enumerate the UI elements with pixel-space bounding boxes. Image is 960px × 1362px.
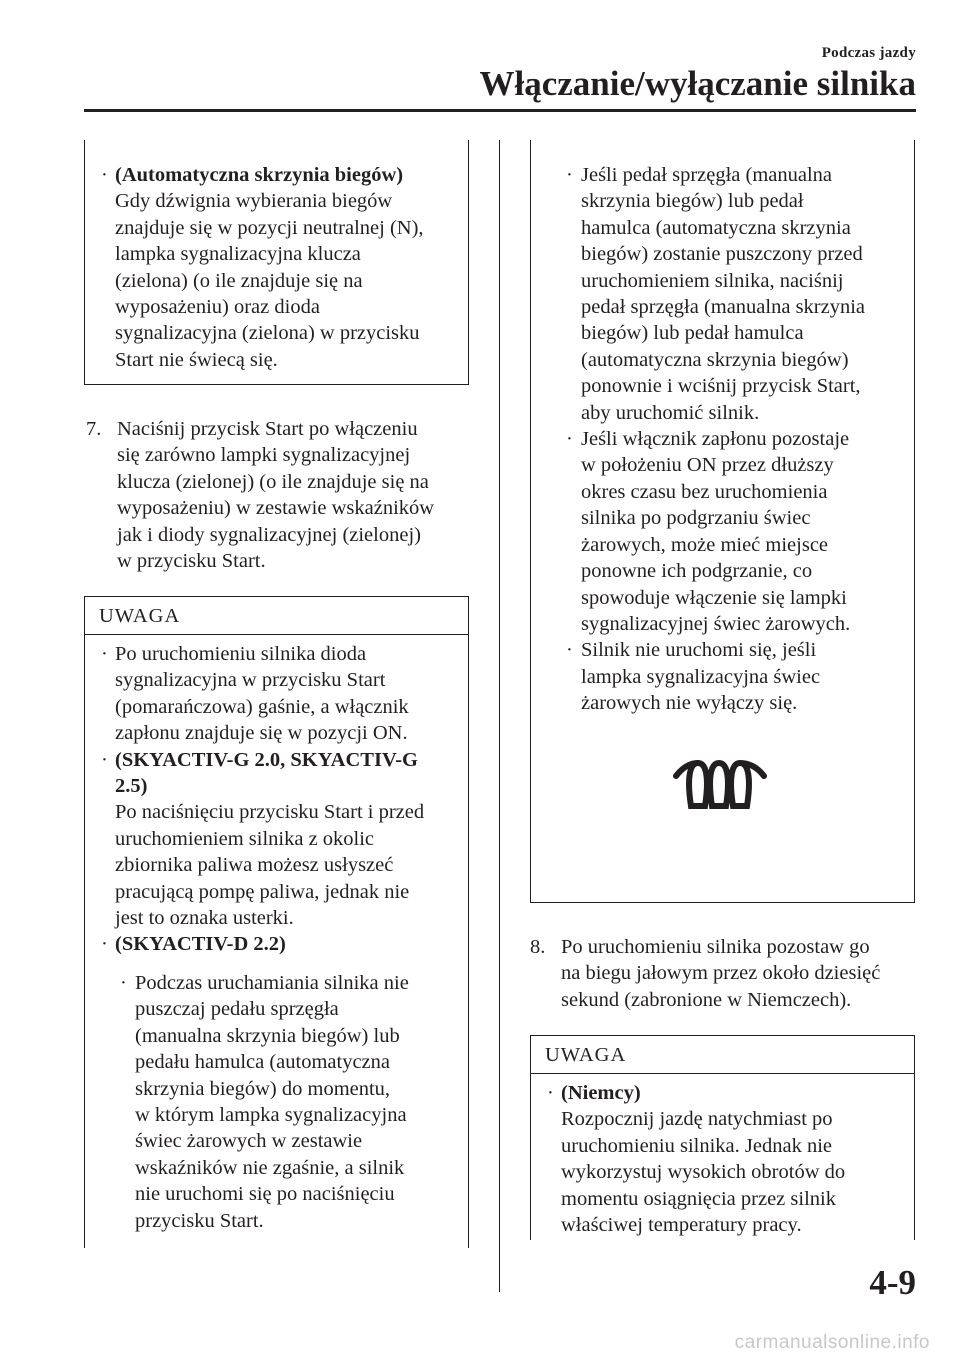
page-title: Włączanie/wyłączanie silnika	[479, 64, 916, 103]
text-line: spowoduje włączenie się lampki	[581, 586, 847, 609]
text-line: uruchomieniem silnika z okolic	[115, 827, 375, 850]
bullet-dot: ·	[101, 164, 108, 186]
bullet-text	[115, 641, 468, 747]
bullet-heading	[115, 747, 468, 800]
bullet-dot: ·	[101, 748, 108, 771]
text-line: hamulca (automatyczna skrzynia	[581, 216, 851, 239]
text-line: 2.5)	[115, 775, 148, 798]
bullet-dot: ·	[547, 1082, 554, 1104]
page-number: 4-9	[869, 1263, 916, 1302]
step-7	[86, 416, 476, 574]
text-line: uruchomieniem silnika, naciśnij	[581, 269, 844, 292]
text-line: Jeśli włącznik zapłonu pozostaje	[581, 428, 850, 451]
note-bullet-1	[85, 641, 468, 747]
text-line: świec żarowych w zestawie	[135, 1130, 363, 1153]
text-line: wyposażeniu) w zestawie wskaźników	[117, 497, 435, 520]
subbullet-ignition-on	[531, 426, 914, 637]
text-line: się zarówno lampki sygnalizacyjnej	[117, 444, 411, 467]
bullet-dot: ·	[120, 971, 127, 994]
subbullet-no-start	[531, 637, 914, 716]
text-line: silnika po podgrzaniu świec	[581, 507, 811, 530]
text-line: właściwej temperatury pracy.	[561, 1214, 802, 1237]
text-line: Silnik nie uruchomi się, jeśli	[581, 639, 817, 662]
text-line: biegów) zostanie puszczony przed	[581, 243, 863, 266]
text-line: na biegu jałowym przez około dziesięć	[561, 962, 881, 985]
text-line: Rozpocznij jazdę natychmiast po	[561, 1108, 833, 1131]
text-line: okres czasu bez uruchomienia	[581, 480, 828, 503]
text-line: puszczaj pedału sprzęgła	[135, 998, 339, 1021]
text-line: zbiornika paliwa możesz usłyszeć	[115, 854, 394, 877]
text-line: pracującą pompę paliwa, jednak nie	[115, 880, 410, 903]
bullet-heading: (SKYACTIV-D 2.2)	[115, 933, 286, 956]
text-line: w przycisku Start.	[117, 550, 266, 573]
glow-plug-indicator-icon	[672, 754, 768, 818]
note-bullet-germany	[531, 1080, 914, 1238]
text-line: skrzynia biegów) do momentu,	[135, 1077, 391, 1100]
text-line: (pomarańczowa) gaśnie, a włącznik	[115, 695, 409, 718]
text-line: nie uruchomi się po naciśnięciu	[135, 1183, 395, 1206]
text-line: Po uruchomieniu silnika dioda	[115, 643, 367, 665]
text-line: lampka sygnalizacyjna świec	[581, 665, 821, 688]
text-line: sekund (zabronione w Niemczech).	[561, 988, 852, 1011]
note-heading: UWAGA	[531, 1036, 914, 1074]
bullet-text	[115, 799, 468, 931]
note-box-left	[84, 596, 469, 1248]
bullet-text	[561, 1106, 914, 1238]
note-bullet-2	[85, 747, 468, 932]
bullet-dot: ·	[101, 933, 108, 956]
text-line: pedału hamulca (automatyczna	[135, 1051, 390, 1074]
text-line: Naciśnij przycisk Start po włączeniu	[117, 418, 418, 440]
text-line: (manualna skrzynia biegów) lub	[135, 1024, 400, 1047]
note-box-right	[530, 1035, 915, 1240]
text-line: sygnalizacyjna w przycisku Start	[115, 669, 386, 692]
text-line: ponownie i wciśnij przycisk Start,	[581, 375, 861, 398]
text-line: w którym lampka sygnalizacyjna	[135, 1103, 407, 1126]
continued-note-box-right	[530, 140, 915, 903]
text-line: pedał sprzęgła (manualna skrzynia	[581, 296, 866, 319]
text-line: Po naciśnięciu przycisku Start i przed	[115, 801, 425, 824]
bullet-text	[115, 188, 468, 373]
bullet-dot: ·	[101, 643, 108, 665]
bullet-dot: ·	[566, 639, 573, 662]
text-line: zapłonu znajduje się w pozycji ON.	[115, 722, 408, 745]
step-number: 7.	[86, 418, 102, 440]
step-number: 8.	[530, 936, 546, 958]
bullet-dot: ·	[566, 164, 573, 186]
watermark: carmanualsonline.info	[734, 1332, 930, 1353]
text-line: (zielona) (o ile znajduje się na	[115, 269, 363, 292]
text-line: sygnalizacyjna (zielona) w przycisku	[115, 322, 420, 345]
bullet-text	[581, 637, 914, 716]
step-8	[530, 934, 920, 1013]
text-line: klucza (zielonej) (o ile znajduje się na	[117, 470, 429, 493]
text-line: biegów) lub pedał hamulca	[581, 322, 804, 345]
text-line: skrzynia biegów) lub pedał	[581, 190, 804, 213]
text-line: ponowne ich podgrzanie, co	[581, 560, 813, 583]
step-text	[561, 934, 920, 1013]
section-label: Podczas jazdy	[821, 45, 916, 61]
continued-note-box	[84, 140, 469, 385]
text-line: jak i diody sygnalizacyjnej (zielonej)	[117, 523, 421, 546]
note-heading: UWAGA	[85, 597, 468, 635]
text-line: (automatyczna skrzynia biegów)	[581, 348, 849, 371]
note-subbullet-1	[85, 970, 468, 1234]
text-line: Jeśli pedał sprzęgła (manualna	[581, 164, 833, 186]
bullet-text	[135, 970, 468, 1234]
bullet-heading: (Automatyczna skrzynia biegów)	[115, 164, 404, 186]
header-rule	[84, 109, 916, 112]
bullet-text	[581, 162, 914, 426]
text-line: sygnalizacyjnej świec żarowych.	[581, 612, 851, 635]
bullet-text	[581, 426, 914, 637]
text-line: wyposażeniu) oraz dioda	[115, 296, 320, 319]
text-line: Po uruchomieniu silnika pozostaw go	[561, 936, 870, 958]
step-text	[117, 416, 476, 574]
text-line: żarowych, może mieć miejsce	[581, 533, 829, 556]
text-line: lampka sygnalizacyjna klucza	[115, 243, 361, 266]
text-line: momentu osiągnięcia przez silnik	[561, 1187, 836, 1210]
note-bullet-3	[85, 931, 468, 957]
subbullet-release-pedal	[531, 162, 914, 426]
text-line: w położeniu ON przez dłuższy	[581, 454, 834, 477]
text-line: wskaźników nie zgaśnie, a silnik	[135, 1156, 405, 1179]
text-line: przycisku Start.	[135, 1209, 264, 1232]
text-line: żarowych nie wyłączy się.	[581, 692, 798, 715]
text-line: jest to oznaka usterki.	[115, 907, 294, 930]
text-line: uruchomieniu silnika. Jednak nie	[561, 1134, 832, 1157]
column-divider	[499, 140, 500, 1292]
bullet-heading: (Niemcy)	[561, 1082, 641, 1104]
bullet-automatic	[85, 162, 468, 373]
text-line: Gdy dźwignia wybierania biegów	[115, 190, 393, 213]
text-line: (SKYACTIV-G 2.0, SKYACTIV-G	[115, 748, 418, 771]
text-line: znajduje się w pozycji neutralnej (N),	[115, 216, 424, 239]
text-line: Start nie świecą się.	[115, 348, 278, 371]
text-line: Podczas uruchamiania silnika nie	[135, 971, 409, 994]
text-line: wykorzystuj wysokich obrotów do	[561, 1161, 846, 1184]
text-line: aby uruchomić silnik.	[581, 401, 760, 424]
bullet-dot: ·	[566, 428, 573, 451]
